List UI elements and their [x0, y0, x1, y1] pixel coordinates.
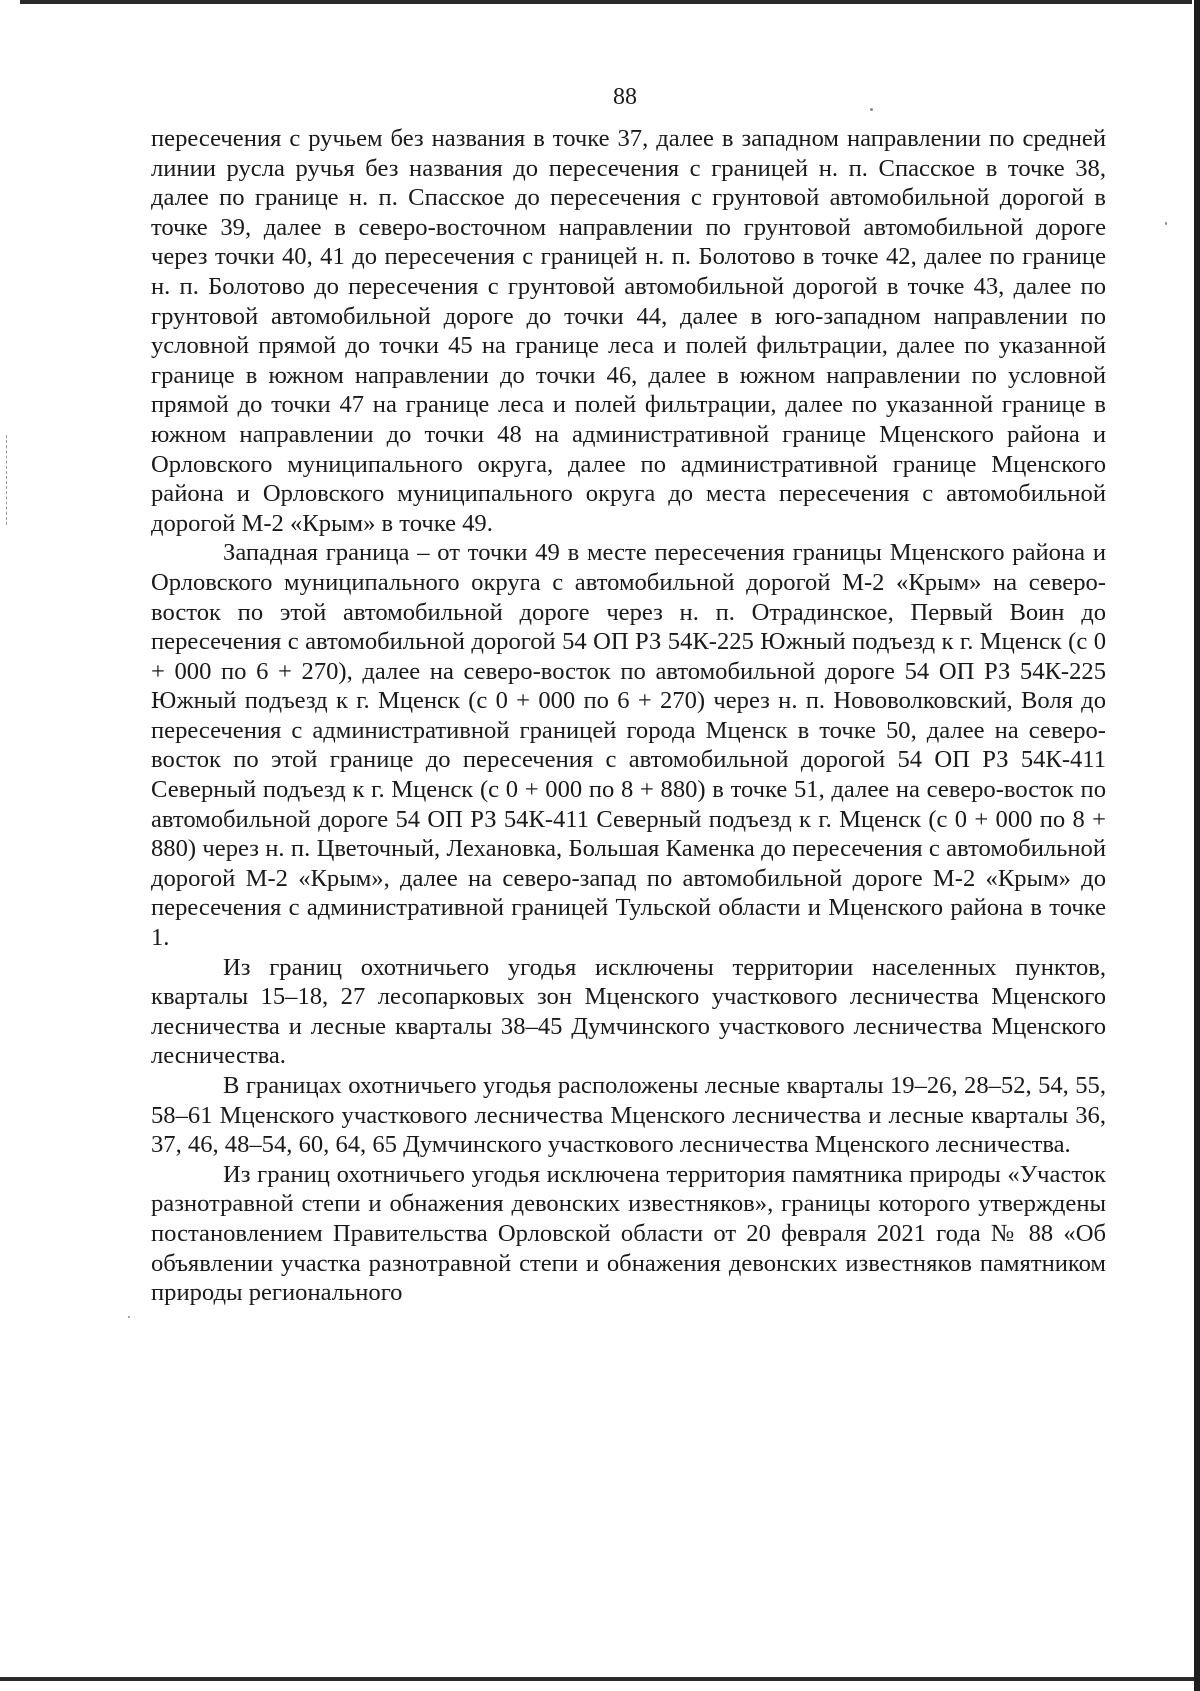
scan-border-right: [1194, 0, 1200, 1691]
paragraph-nature-monument: Из границ охотничьего угодья исключена территория памятника природы «Участок разнотравной степи и обнажения девонских известняков», границы которого утверждены постановлением Правительства Орловской области от 20 февраля 2021 года № 88 «Об объявлении участка разнотравной степи и обнажения девонских известняков памятником природы регионального: [151, 1160, 1106, 1307]
body-text: [151, 124, 1106, 1308]
scan-border-bottom: [0, 1677, 1194, 1681]
paragraph-exclusions: Из границ охотничьего угодья исключены территории населенных пунктов, кварталы 15–18, 27 лесопарковых зон Мценского участкового лесничества Мценского лесничества и лесные кварталы 38–45 Думчинского участкового лесничества Мценского лесничества.: [151, 953, 1106, 1070]
scan-speck: [1165, 222, 1167, 225]
page-number: 88: [613, 84, 637, 110]
scan-artifact-left: [6, 435, 8, 525]
paragraph-forest-quarters: В границах охотничьего угодья расположены лесные кварталы 19–26, 28–52, 54, 55, 58–61 Мценского участкового лесничества Мценского лесничества и лесные кварталы 36, 37, 46, 48–54, 60, 64, 65 Думчинского участкового лесничества Мценского лесничества.: [151, 1072, 1106, 1159]
scan-speck: [128, 1316, 130, 1318]
paragraph-western-boundary: Западная граница – от точки 49 в месте пересечения границы Мценского района и Орловского муниципального округа с автомобильной дорогой М-2 «Крым» на северо-восток по этой автомобильной дороге через н. п. Отрадинское, Первый Воин до пересечения с автомобильной дорогой 54 ОП РЗ 54К-225 Южный подъезд к г. Мценск (с 0 + 000 по 6 + 270), далее на северо-восток по автомобильной дороге 54 ОП РЗ 54К-225 Южный подъезд к г. Мценск (с 0 + 000 по 6 + 270) через н. п. Нововолковский, Воля до пересечения с административной границей города Мценск в точке 50, далее на северо-восток по этой границе до пересечения с автомобильной дорогой 54 ОП РЗ 54К-411 Северный подъезд к г. Мценск (с 0 + 000 по 8 + 880) в точке 51, далее на северо-восток по автомобильной дороге 54 ОП РЗ 54К-411 Северный подъезд к г. Мценск (с 0 + 000 по 8 + 880) через н. п. Цветочный, Лехановка, Большая Каменка до пересечения с автомобильной дорогой М-2 «Крым», далее на северо-запад по автомобильной дороге М-2 «Крым» до пересечения с административной границей Тульской области и Мценского района в точке 1.: [151, 539, 1106, 952]
scan-border-top: [20, 0, 1192, 4]
paragraph-continuation: пересечения с ручьем без названия в точке 37, далее в западном направлении по средней линии русла ручья без названия до пересечения с границей н. п. Спасское в точке 38, далее по границе н. п. Спасское до пересечения с грунтовой автомобильной дорогой в точке 39, далее в северо-восточном направлении по грунтовой автомобильной дороге через точки 40, 41 до пересечения с границей н. п. Болотово в точке 42, далее по границе н. п. Болотово до пересечения с грунтовой автомобильной дорогой в точке 43, далее по грунтовой автомобильной дороге до точки 44, далее в юго-западном направлении по условной прямой до точки 45 на границе леса и полей фильтрации, далее по указанной границе в южном направлении до точки 46, далее в южном направлении по условной прямой до точки 47 на границе леса и полей фильтрации, далее по указанной границе в южном направлении до точки 48 на административной границе Мценского района и Орловского муниципального округа, далее по административной границе Мценского района и Орловского муниципального округа до места пересечения с автомобильной дорогой М-2 «Крым» в точке 49.: [151, 125, 1106, 537]
